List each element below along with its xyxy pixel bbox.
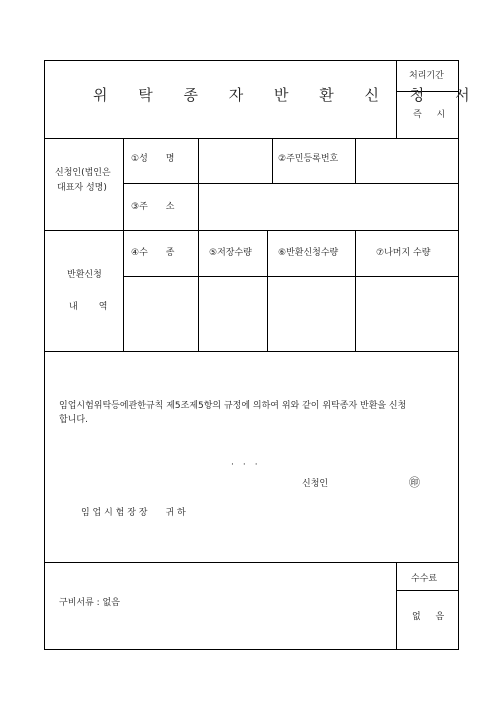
divider-return-col-2 — [267, 230, 268, 351]
processing-value: 즉 시 — [413, 110, 452, 120]
applicant-section-label-1: 신청인(법인은 — [55, 168, 111, 178]
required-documents: 구비서류 : 없음 — [59, 598, 120, 608]
divider-address-col — [198, 183, 199, 230]
divider-applicant-bottom — [45, 230, 458, 231]
name-label: ①성 명 — [131, 154, 175, 164]
addressee: 임 업 시 험 장 장 귀 하 — [81, 508, 186, 518]
address-field[interactable] — [205, 201, 451, 215]
applicant-section-label-2: 대표자 성명) — [57, 183, 107, 193]
address-label: ③주 소 — [131, 202, 175, 212]
divider-return-bottom — [45, 351, 458, 352]
divider-name-col — [198, 138, 199, 183]
processing-label: 처리기간 — [409, 71, 444, 81]
form-title: 위 탁 종 자 반 환 신 청 서 — [93, 86, 483, 104]
divider-label-col — [123, 138, 124, 351]
fee-value: 없 음 — [412, 612, 451, 622]
divider-return-col-1 — [198, 230, 199, 351]
fee-label: 수수료 — [411, 574, 438, 584]
divider-title-bottom — [45, 138, 458, 139]
seal-mark: ㊞ — [409, 476, 420, 489]
divider-return-col-3 — [355, 230, 356, 351]
column-stored-qty: ⑤저장수량 — [209, 248, 252, 258]
divider-fee-left — [396, 562, 397, 649]
date-marks: · · · — [231, 460, 258, 470]
return-section-label-1: 반환신청 — [67, 270, 102, 280]
divider-applicant-row — [123, 183, 458, 184]
stored-qty-field[interactable] — [203, 306, 263, 320]
divider-id-value-left — [355, 138, 356, 183]
divider-return-header — [123, 276, 458, 277]
statement-line-2: 합니다. — [59, 415, 88, 425]
return-section-label-2: 내 역 — [69, 302, 114, 312]
column-remaining-qty: ⑦나머지 수량 — [376, 248, 431, 258]
name-field[interactable] — [205, 153, 267, 167]
column-return-qty: ⑥반환신청수량 — [278, 248, 339, 258]
return-qty-field[interactable] — [272, 306, 350, 320]
column-species: ④수 종 — [131, 248, 175, 258]
id-number-field[interactable] — [361, 153, 451, 167]
species-field[interactable] — [129, 306, 193, 320]
id-number-label: ②주민등록번호 — [278, 154, 339, 164]
divider-id-label-left — [272, 138, 273, 183]
remaining-qty-field[interactable] — [360, 306, 454, 320]
divider-fee — [396, 590, 458, 591]
applicant-signature-label: 신청인 — [302, 479, 329, 489]
application-form — [44, 60, 483, 650]
statement-line-1: 임업시험위탁등에관한규칙 제5조제5항의 규정에 의하여 위와 같이 위탁종자 반환을 신청 — [59, 401, 407, 411]
